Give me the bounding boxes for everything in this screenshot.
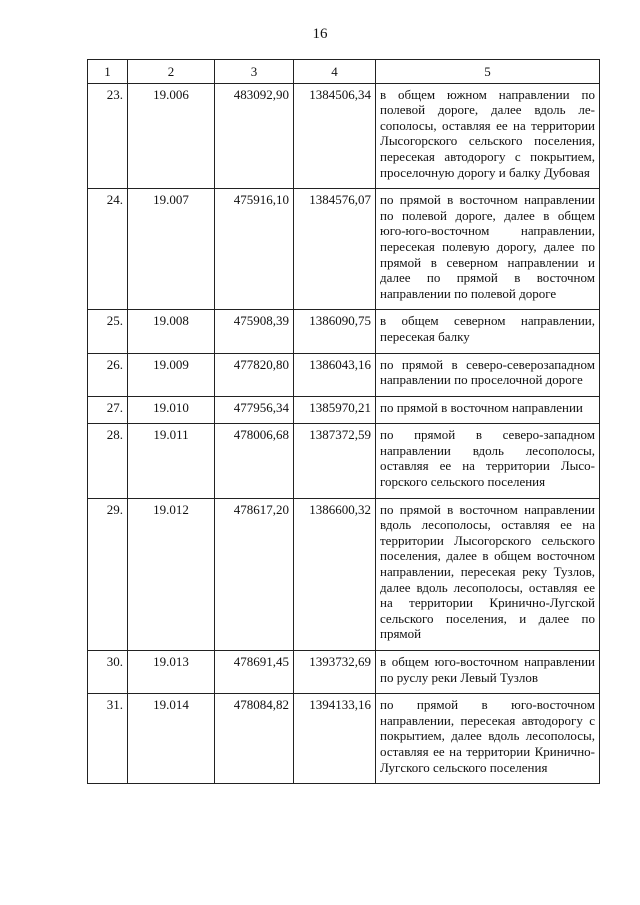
- table-row: [88, 353, 600, 396]
- x-coordinate: 478006,68: [215, 424, 294, 498]
- column-header-3: 3: [215, 60, 294, 84]
- column-header-2: 2: [128, 60, 215, 84]
- y-coordinate: 1394133,16: [294, 694, 376, 784]
- row-number: 24.: [88, 189, 128, 310]
- table-row: [88, 498, 600, 650]
- y-coordinate: 1386090,75: [294, 310, 376, 353]
- y-coordinate: 1385970,21: [294, 396, 376, 424]
- column-header-1: 1: [88, 60, 128, 84]
- row-number: 28.: [88, 424, 128, 498]
- y-coordinate: 1384576,07: [294, 189, 376, 310]
- table-row: [88, 694, 600, 784]
- y-coordinate: 1384506,34: [294, 83, 376, 189]
- row-number: 30.: [88, 651, 128, 694]
- boundary-description: по прямой в восточном направлении вдоль лесополосы, оставляя ее на территории Лысогорского сельского поселения, далее в общем восточном направлении, пересекая реку Тузлов, далее вдоль лесополосы, оставляя ее на территории Кринично-Лугской сельского поселения, и далее по прямой: [376, 498, 600, 650]
- x-coordinate: 478084,82: [215, 694, 294, 784]
- row-number: 29.: [88, 498, 128, 650]
- boundary-description: по прямой в восточном направлении по полевой дороге, далее в общем юго-юго-восточном направлении, пересекая полевую дорогу, далее по прямой в северном направлении и далее по прямой в восточном направлении по полевой дороге: [376, 189, 600, 310]
- page-number: 16: [312, 26, 328, 42]
- boundary-description: по прямой в северо-западном направлении вдоль лесополосы, оставляя ее на территории Лысогорского сельского поселения: [376, 424, 600, 498]
- point-id: 19.010: [128, 396, 215, 424]
- point-id: 19.012: [128, 498, 215, 650]
- table-row: [88, 189, 600, 310]
- point-id: 19.006: [128, 83, 215, 189]
- table-row: [88, 396, 600, 424]
- point-id: 19.007: [128, 189, 215, 310]
- point-id: 19.011: [128, 424, 215, 498]
- row-number: 31.: [88, 694, 128, 784]
- row-number: 26.: [88, 353, 128, 396]
- x-coordinate: 478617,20: [215, 498, 294, 650]
- row-number: 23.: [88, 83, 128, 189]
- table-row: [88, 424, 600, 498]
- table-row: [88, 651, 600, 694]
- y-coordinate: 1386600,32: [294, 498, 376, 650]
- table-row: [88, 83, 600, 189]
- table-header-row: [88, 60, 600, 84]
- boundary-description: по прямой в северо-северозападном направлении по проселочной дороге: [376, 353, 600, 396]
- x-coordinate: 478691,45: [215, 651, 294, 694]
- row-number: 25.: [88, 310, 128, 353]
- column-header-4: 4: [294, 60, 376, 84]
- point-id: 19.009: [128, 353, 215, 396]
- x-coordinate: 477820,80: [215, 353, 294, 396]
- point-id: 19.014: [128, 694, 215, 784]
- y-coordinate: 1387372,59: [294, 424, 376, 498]
- table-row: [88, 310, 600, 353]
- boundary-description: в общем северном направлении, пересекая балку: [376, 310, 600, 353]
- point-id: 19.008: [128, 310, 215, 353]
- y-coordinate: 1386043,16: [294, 353, 376, 396]
- boundary-table: [87, 59, 600, 784]
- boundary-description: по прямой в восточном направлении: [376, 396, 600, 424]
- boundary-description: в общем южном направлении по полевой дороге, далее вдоль лесополосы, оставляя ее на территории Лысогорского сельского поселения, пересекая автодорогу с покрытием, проселочную дорогу и балку Дубовая: [376, 83, 600, 189]
- point-id: 19.013: [128, 651, 215, 694]
- boundary-description: по прямой в юго-восточном направлении, пересекая автодорогу с покрытием, далее вдоль лесополосы, оставляя ее на территории Кринично-Лугского сельского поселения: [376, 694, 600, 784]
- x-coordinate: 477956,34: [215, 396, 294, 424]
- boundary-description: в общем юго-восточном направлении по руслу реки Левый Тузлов: [376, 651, 600, 694]
- x-coordinate: 475916,10: [215, 189, 294, 310]
- x-coordinate: 475908,39: [215, 310, 294, 353]
- x-coordinate: 483092,90: [215, 83, 294, 189]
- row-number: 27.: [88, 396, 128, 424]
- column-header-5: 5: [376, 60, 600, 84]
- y-coordinate: 1393732,69: [294, 651, 376, 694]
